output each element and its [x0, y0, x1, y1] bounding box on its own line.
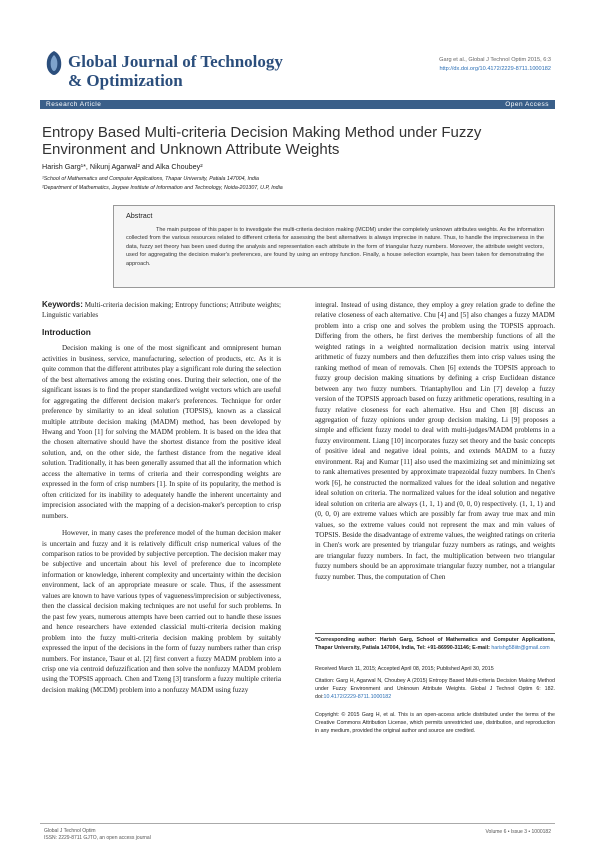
footer-issn: ISSN: 2229-8711 GJTO, an open access journal [44, 835, 151, 841]
abstract-text: The main purpose of this paper is to investigate the multi-criteria decision making (MCDM) under the completely unknown attributes weights. As the information collected from the various resources related to different criteria for assessing the best alternatives is always imprecise in nature. Thus, to handle the impreciseness in the data, fuzzy set theory has been used during the analysis and representation each attribute in the form of triangular fuzzy numbers. Moreover, the attribute weight vectors, used for aggregating the decision maker's preferences, are found by using an entropy function. Finally, a house selection example, has been taken for demonstrating the approach. [126, 227, 544, 267]
corresponding-author-text: *Corresponding author: Harish Garg, School of Mathematics and Computer Applications, Thapar University, Patiala 147004, India, Tel: +91-86990-31146; E-mail: [315, 637, 555, 651]
citation-line: Garg et al., Global J Technol Optim 2015, 6:3 [439, 57, 551, 63]
corresponding-author-note [315, 636, 555, 652]
author-email-link[interactable]: harishg58iitr@gmail.com [491, 645, 550, 651]
intro-paragraph-1: Decision making is one of the most significant and omnipresent human activities in business, service, manufacturing, selection of products, etc. As it is quite common that the different attributes play a significant role during the selection of the best alternatives among the existing ones. During their selection, one of the significant issues is to find the proper standardized weight vectors which are useful for aggregating the different decision maker's preferences. Technique for order preference by similarity to an ideal solution (TOPSIS), known as a classical multiple attribute decision making (MADM) method, has been developed by Hwang and Yoon [1] for solving the MADM problem. It is based on the idea that the chosen alternative should have the shortest distance from the positive ideal solution, and, on the other side, the farthest distance from the negative ideal solution. Traditionally, it has been generally assumed that all the information which access the alternative in terms of criteria and their corresponding weights are expressed in the form of crisp numbers [1]. In spite of its popularity, the method is often criticized for its inability to adequately handle the inherent uncertainty and imprecision associated with the mapping of a decision-maker's perception to crisp numbers. [42, 344, 282, 520]
keywords-text: Multi-criteria decision making; Entropy functions; Attribute weights; Linguistic variables [42, 301, 281, 320]
left-column [42, 300, 281, 695]
intro-paragraph-2: However, in many cases the preference model of the human decision maker is uncertain and fuzzy and it is relatively difficult crisp numerical values of the comparison ratios to be provided by subjective perception. The decision maker may be subjective and uncertain about his level of preference due to incomplete information or knowledge, inherent complexity and uncertainty within the decision environment, lack of an appropriate measure or scale. Thus, if the assessment values are known to have various types of vagueness/imprecision or subjectiveness, then the classical decision making techniques are not useful for such problems. In the past few years, numerous attempts have been carried out to handle these issues and hence researchers have extended classicial multi-criteria decision making problem into the fuzzy multi-criteria decision making problem by suitably expressed the input of the decisions in the form of fuzzy numbers rather than crisp numbers. For instance, Tsaur et al. [2] first convert a fuzzy MADM problem into a crisp one via centroid defuzzification and then solve the nonfuzzy MADM problem using the TOPSIS approach. Chen and Tzeng [3] transform a fuzzy multiple criteria decision making (MCDM) problem into a nonfuzzy MADM using fuzzy [42, 529, 281, 694]
abstract-box [113, 205, 555, 288]
paper-title: Entropy Based Multi-criteria Decision Making Method under Fuzzy Environment and Unknown Attribute Weights [42, 124, 482, 158]
journal-title[interactable] [68, 52, 283, 90]
received-dates: Received March 11, 2015; Accepted April 08, 2015; Published April 30, 2015 [315, 666, 494, 672]
footer-journal-abbrev: Global J Technol Optim [44, 828, 96, 834]
header-citation [391, 56, 551, 74]
affiliation-2: ²Department of Mathematics, Jaypee Institute of Information and Technology, Noida-201307, U.P, India [42, 185, 283, 191]
open-access-label: Open Access [505, 101, 549, 108]
doi-link[interactable]: http://dx.doi.org/10.4172/2229-8711.1000182 [439, 66, 551, 72]
author-list: Harish Garg¹*, Nikunj Agarwal² and Alka Choubey² [42, 162, 203, 171]
footer-volume-issue: Volume 6 • Issue 3 • 1000182 [485, 829, 551, 835]
right-paragraph-1: integral. Instead of using distance, they employ a grey relation grade to define the relative closeness of each alternative. Chu [4] and [5] also changes a fuzzy MADM problem into a crisp one and solves the problem using the TOPSIS approach. Differing from the others, he first derives the membership functions of all the weighted ratings in a weighted normalization decision matrix using interval arithmetic of fuzzy numbers and then defuzzifies them into crisp values using the ranking method of mean of removals. Chen [6] extends the TOPSIS approach to fuzzy group decision making situations by defining a crisp Euclidean distance between any two fuzzy numbers. Triantaphyllou and Lin [7] develop a fuzzy version of the TOPSIS approach based on fuzzy arithmetic operations, resulting in a fuzzy relative closeness for each alternative. Hsu and Chen [8] discuss an aggregation of fuzzy opinions under group decision making. Li [9] proposes a simple and efficient fuzzy model to deal with multi-judges/MADM problems in a fuzzy environment. Liang [10] incorporates fuzzy set theory and the basic concepts of positive ideal and negative ideal points, and extends MADM to a fuzzy environment. Raj and Kumar [11] also used the maximizing set and minimizing set to rank alternatives presented by approximate trapezoidal fuzzy numbers. In Chen's work [6], he constructed the normalized values for the ideal solution and negative ideal solution on criteria. The normalized values for the ideal solution and negative ideal solution on criteria are always (1, 1, 1) and (0, 0, 0) respectively. (1, 1, 1) and (0, 0, 0) are extreme values which are possibly far from away true max and min values, so the extreme values could not represent the max and min values of TOPSIS. Beside the disadvantage of extreme values, the weighted ratings on criteria in Chen's work are presented by triangular fuzzy numbers as ratings, and weights are triangular fuzzy numbers. In fact, the multiplication between two triangular fuzzy numbers should be an approximate triangular fuzzy number, not a triangular fuzzy number. Thus, the computation of Chen [315, 301, 555, 581]
journal-title-line2: & Optimization [68, 71, 183, 90]
research-article-label: Research Article [46, 101, 102, 108]
keywords-label: Keywords: [42, 300, 83, 309]
footer-divider [40, 823, 555, 824]
affiliation-1: ¹School of Mathematics and Computer Applications, Thapar University, Patiala 147004, India [42, 176, 259, 182]
citation-note [315, 677, 555, 701]
footnote-divider [315, 633, 555, 634]
abstract-heading: Abstract [126, 211, 153, 220]
article-type-band [40, 100, 555, 109]
citation-doi-link[interactable]: 10.4172/2229-8711.1000182 [323, 694, 392, 700]
journal-title-line1: Global Journal of Technology [68, 52, 283, 71]
right-column [315, 300, 555, 582]
journal-logo-icon [44, 50, 64, 76]
introduction-heading: Introduction [42, 326, 91, 337]
keywords [42, 300, 281, 321]
copyright-note: Copyright: © 2015 Garg H, et al. This is an open-access article distributed under the terms of the Creative Commons Attribution License, which permits unrestricted use, distribution, and reproduction in any medium, provided the original author and source are credited. [315, 712, 555, 734]
citation-note-text: Citation: Garg H, Agarwal N, Choubey A (2015) Entropy Based Multi-criteria Decision Making Method under Fuzzy Environment and Unknown Attribute Weights. Global J Technol Optim 6: 182. doi: [315, 678, 555, 700]
footer-journal-info [44, 828, 151, 842]
